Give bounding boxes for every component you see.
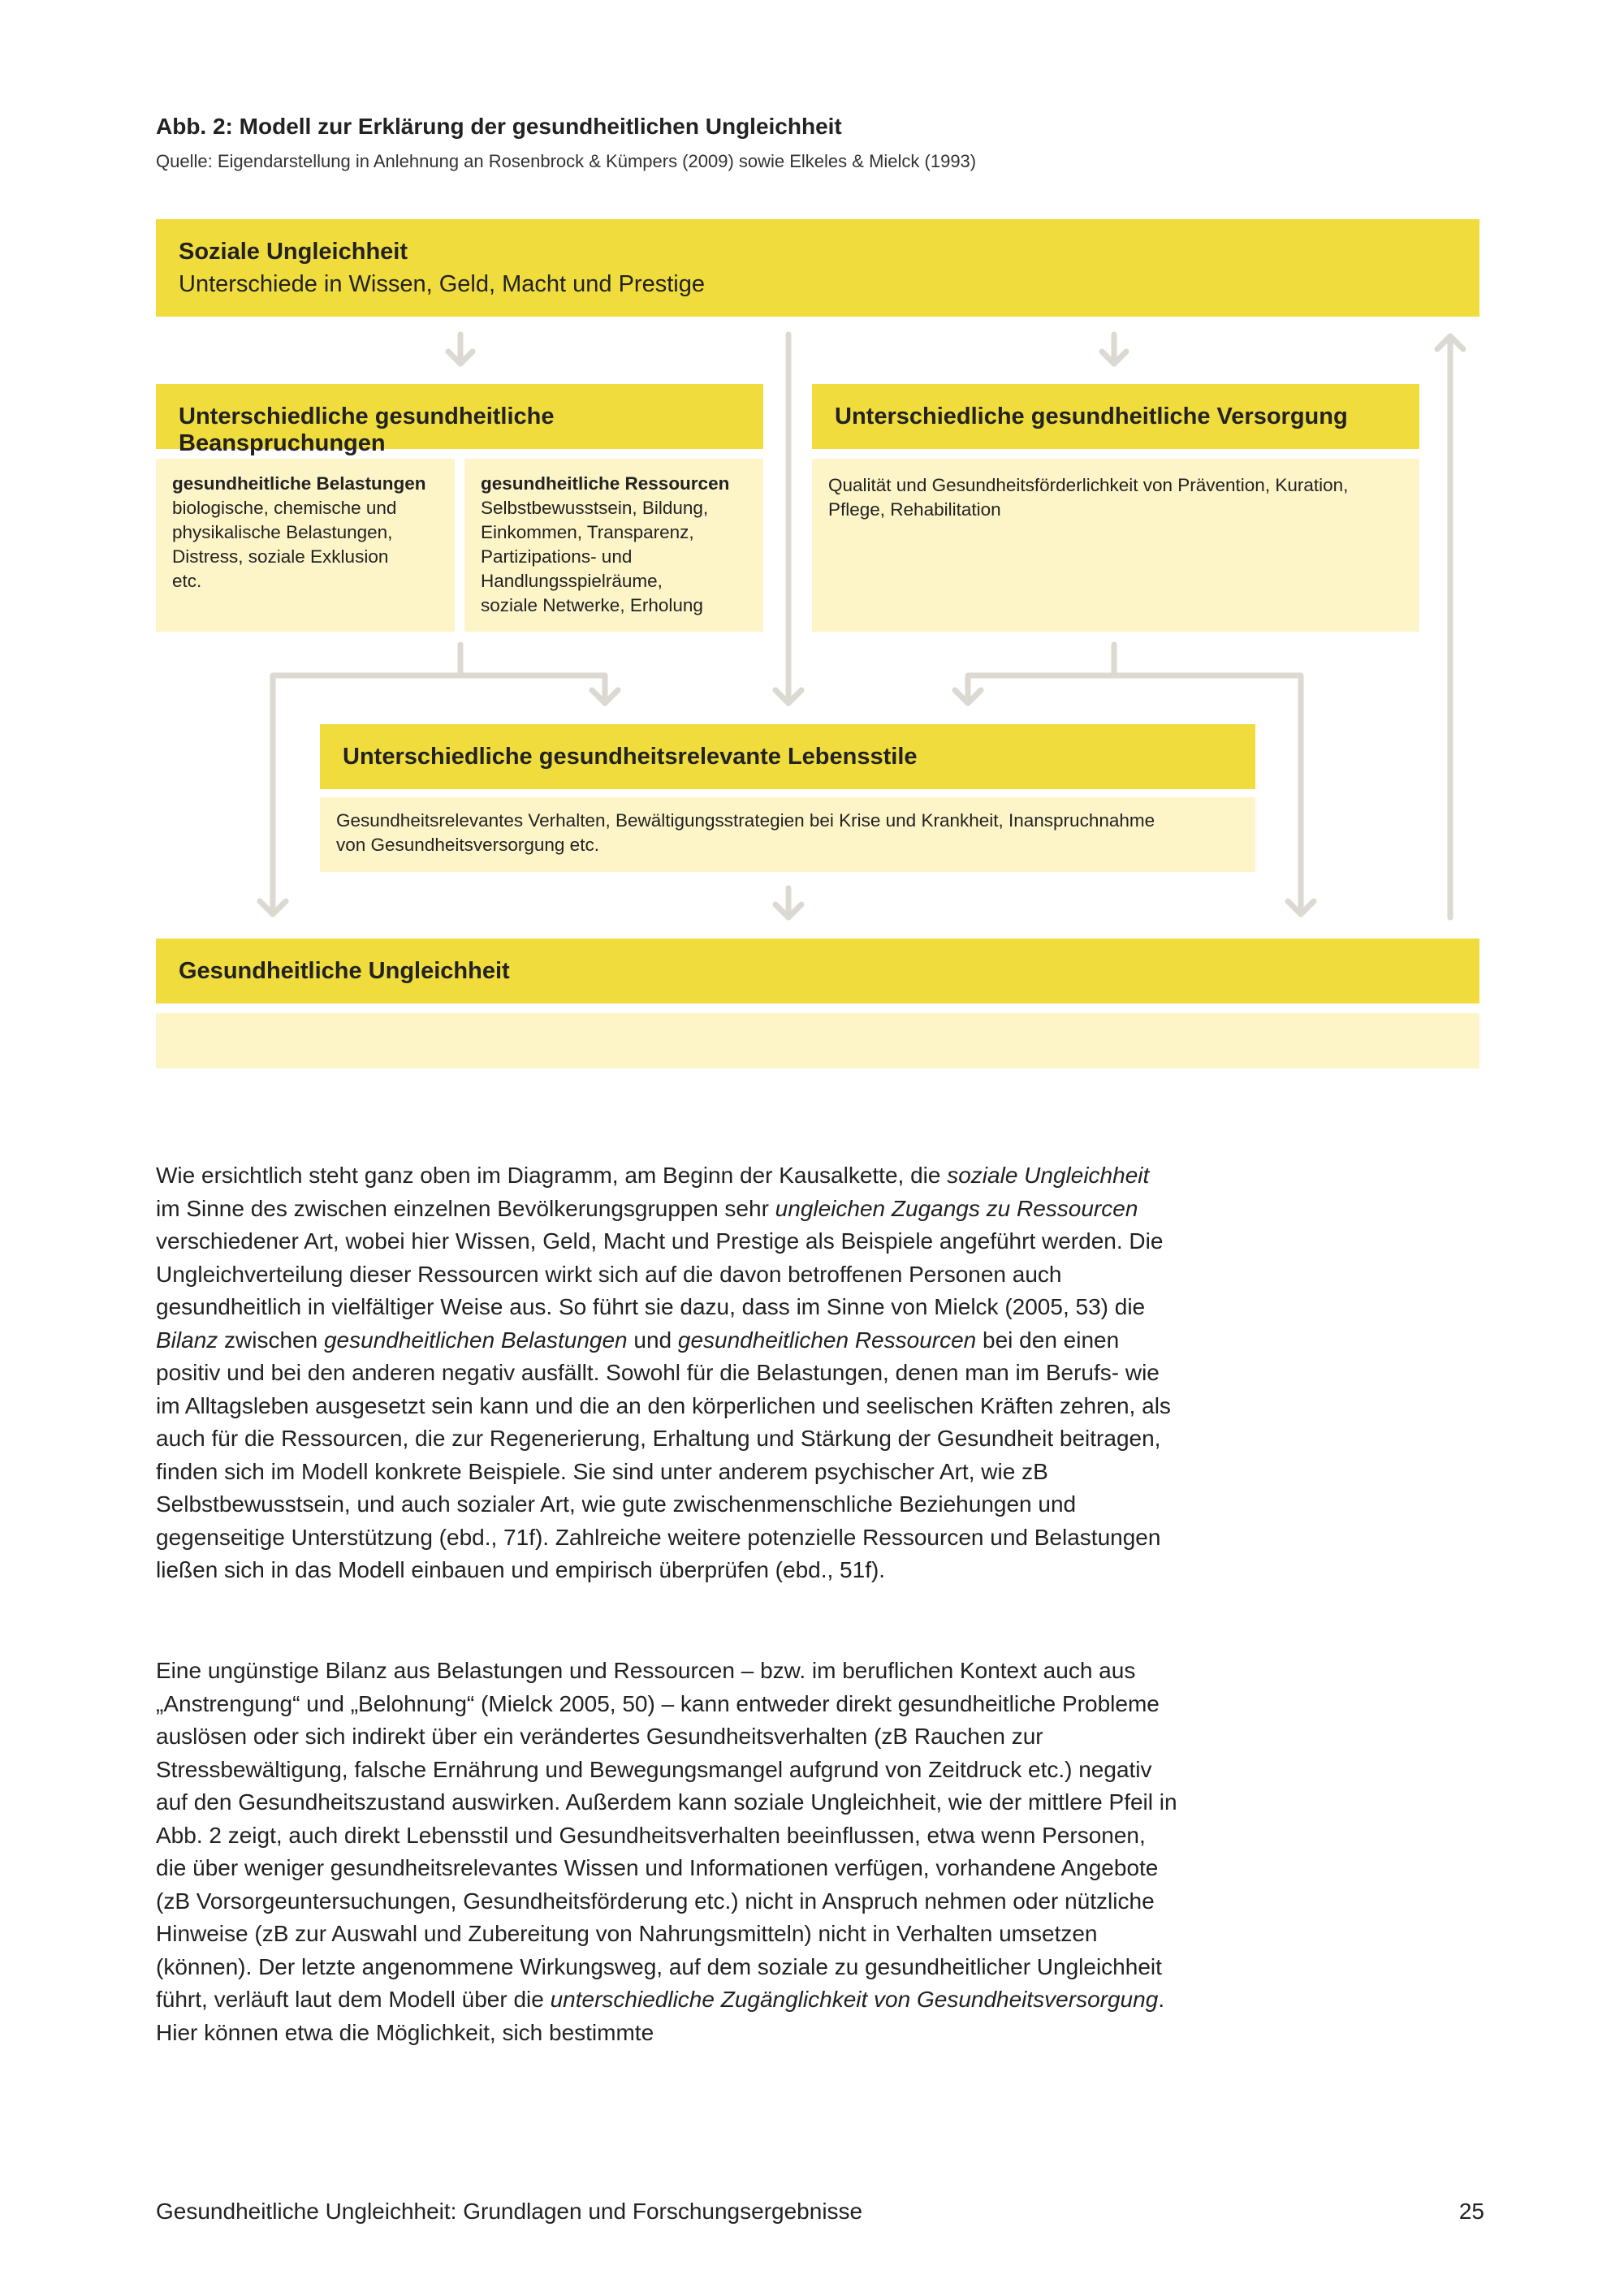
- care-line: Qualität und Gesundheitsförderlichkeit von Prävention, Kuration,: [828, 475, 1349, 495]
- body-text: Eine ungünstige Bilanz aus Belastungen und Ressourcen – bzw. im beruflichen Kontext auch aus „Anstrengung“ und „Belohnung“ (Mielck 2005, 50) – kann entweder direkt gesundheitliche Probleme auslösen oder sich indirekt über ein verändertes Gesundheitsverhalten (zB Rauchen zur Stressbewältigung, falsche Ernährung und Bewegungsmangel aufgrund von Zeitdruck etc.) negativ auf den Gesundheitszustand auswirken. Außerdem kann soziale Ungleichheit, wie der mittlere Pfeil in Abb. 2 zeigt, auch direkt Lebensstil und Gesundheitsverhalten beeinflussen, etwa wenn Personen, die über weniger gesundheitsrelevantes Wissen und Informationen verfügen, vorhandene Angebote (zB Vorsorgeuntersuchungen, Gesundheitsförderung etc.) nicht in Anspruch nehmen oder nützliche Hinweise (zB zur Auswahl und Zubereitung von Nahrungsmitteln) nicht in Verhalten umsetzen (können). Der letzte angenommene Wirkungsweg, auf dem soziale zu gesundheitlicher Ungleichheit führt, verläuft laut dem Modell über die: [156, 1658, 1177, 2012]
- footer-title: Gesundheitliche Ungleichheit: Grundlagen und Forschungsergebnisse: [156, 2199, 863, 2224]
- lifestyle-line: Gesundheitsrelevantes Verhalten, Bewältigungsstrategien bei Krise und Krankheit, Inanspruchnahme: [336, 810, 1155, 831]
- resources-title: gesundheitliche Ressourcen: [481, 473, 730, 494]
- box-lifestyle-header: [320, 724, 1255, 789]
- emphasis-text: soziale Ungleichheit: [947, 1163, 1150, 1188]
- resources-line: Selbstbewusstsein, Bildung,: [481, 498, 709, 518]
- body-text: Wie ersichtlich steht ganz oben im Diagramm, am Beginn der Kausalkette, die: [156, 1163, 948, 1188]
- lifestyle-text: [336, 809, 1155, 857]
- resources-line: Handlungsspielräume,: [481, 571, 663, 591]
- box-resources: [464, 459, 763, 632]
- resources-line: Einkommen, Transparenz,: [481, 522, 694, 542]
- resources-text: [481, 496, 708, 618]
- social-subtitle: Unterschiede in Wissen, Geld, Macht und Prestige: [179, 271, 705, 297]
- paragraph-1-text: [156, 1159, 1179, 1587]
- box-health-inequality: [156, 939, 1479, 1003]
- strain-title: Unterschiedliche gesundheitliche Beanspruchungen: [179, 404, 555, 456]
- box-health-inequality-body: [156, 1013, 1479, 1068]
- emphasis-text: gesundheitlichen Belastungen: [323, 1327, 628, 1353]
- body-text: . Hier können etwa die Möglichkeit, sich bestimmte: [156, 1987, 1165, 2045]
- box-strain-header: [156, 384, 763, 456]
- box-lifestyle: [320, 797, 1255, 872]
- connector-care-split: [968, 675, 1301, 914]
- body-text: verschiedener Art, wobei hier Wissen, Geld, Macht und Prestige als Beispiele angeführt werden. Die Ungleichverteilung dieser Ressourcen wirkt sich auf die davon betroffenen Personen auch gesundheitlich in vielfältiger Weise aus. So führt sie dazu, dass im Sinne von Mielck (2005, 53) die: [156, 1228, 1164, 1319]
- care-line: Pflege, Rehabilitation: [828, 499, 1001, 520]
- burdens-title: gesundheitliche Belastungen: [172, 473, 426, 494]
- burdens-line: physikalische Belastungen,: [172, 522, 393, 542]
- burdens-text: [172, 496, 396, 593]
- page-number: 25: [1458, 2199, 1484, 2224]
- box-care: [812, 459, 1419, 632]
- emphasis-text: unterschiedliche Zugänglichkeit von Gesundheitsversorgung: [550, 1987, 1159, 2012]
- paragraph-1: [156, 1159, 1179, 1587]
- care-text: [828, 473, 1348, 522]
- paragraph-2-text: [156, 1655, 1179, 2049]
- burdens-line: etc.: [172, 571, 202, 591]
- burdens-line: Distress, soziale Exklusion: [172, 546, 389, 567]
- emphasis-text: gesundheitlichen Ressourcen: [677, 1327, 977, 1353]
- figure-source: Quelle: Eigendarstellung in Anlehnung an Rosenbrock & Kümpers (2009) sowie Elkeles & Mielck (1993): [156, 151, 977, 171]
- resources-line: soziale Netwerke, Erholung: [481, 595, 703, 615]
- paragraph-2: [156, 1655, 1179, 2049]
- figure-title: Abb. 2: Modell zur Erklärung der gesundheitlichen Ungleichheit: [156, 114, 842, 139]
- box-care-header: [812, 384, 1419, 449]
- care-title: Unterschiedliche gesundheitliche Versorgung: [835, 404, 1348, 429]
- body-text: bei den einen positiv und bei den anderen negativ ausfällt. Sowohl für die Belastungen, denen man im Berufs- wie im Alltagsleben ausgesetzt sein kann und die an den körperlichen und seelischen Kräften zehren, als auch für die Ressourcen, die zur Regenerierung, Erhaltung und Stärkung der Gesundheit beitragen, finden sich im Modell konkrete Beispiele. Sie sind unter anderem psychischer Art, wie zB Selbstbewusstsein, und auch sozialer Art, wie gute zwischenmenschliche Beziehungen und gegenseitige Unterstützung (ebd., 71f). Zahlreiche weitere potenzielle Ressourcen und Belastungen ließen sich in das Modell einbauen und empirisch überprüfen (ebd., 51f).: [156, 1327, 1171, 1582]
- box-social-inequality: [156, 219, 1479, 317]
- body-text: und: [627, 1327, 678, 1353]
- emphasis-text: Bilanz: [156, 1327, 218, 1353]
- resources-line: Partizipations- und: [481, 546, 633, 567]
- burdens-line: biologische, chemische und: [172, 498, 397, 518]
- emphasis-text: ungleichen Zugangs zu Ressourcen: [775, 1195, 1138, 1221]
- box-burdens: [156, 459, 455, 632]
- outcome-title: Gesundheitliche Ungleichheit: [179, 958, 510, 984]
- connector-strain-split: [273, 675, 605, 914]
- body-text: im Sinne des zwischen einzelnen Bevölkerungsgruppen sehr: [156, 1195, 775, 1221]
- lifestyle-title: Unterschiedliche gesundheitsrelevante Lebensstile: [343, 744, 918, 770]
- lifestyle-line: von Gesundheitsversorgung etc.: [336, 835, 599, 855]
- social-title: Soziale Ungleichheit: [179, 239, 408, 265]
- body-text: zwischen: [218, 1327, 324, 1353]
